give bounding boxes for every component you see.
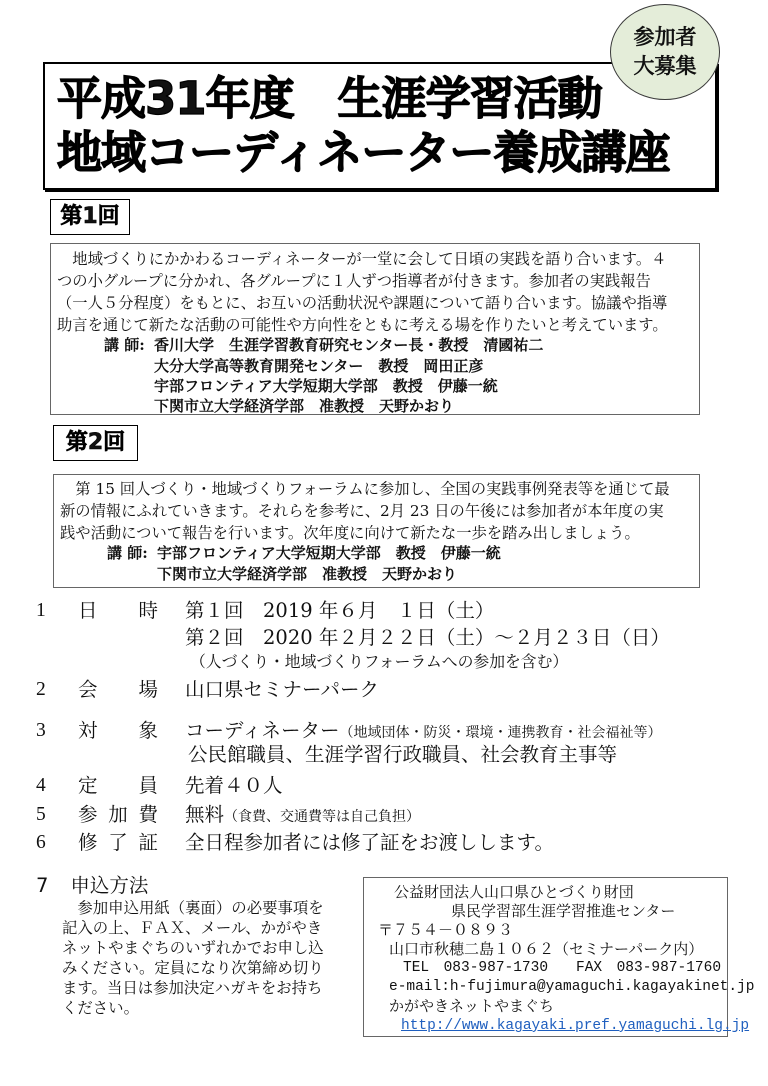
label-char: 証 bbox=[138, 831, 158, 854]
lecturer-label: 講 師: bbox=[107, 544, 148, 562]
session-1-text-line: つの小グループに分かれ、各グループに１人ずつ指導者が付きます。参加者の実践報告 bbox=[57, 272, 651, 290]
apply-text-line: ください。 bbox=[62, 999, 139, 1017]
item-number: 3 bbox=[36, 720, 46, 741]
contact-box bbox=[363, 877, 755, 1037]
lecturer-name: 香川大学 生涯学習教育研究センター長・教授 清國祐二 bbox=[154, 336, 544, 354]
item-label bbox=[78, 677, 158, 703]
detail-row-datetime bbox=[0, 598, 768, 624]
fee-main: 無料 bbox=[185, 803, 225, 826]
lecturer-label: 講 師: bbox=[104, 336, 145, 354]
session-2-box bbox=[53, 474, 700, 588]
item-number: 4 bbox=[36, 775, 46, 796]
label-char: 修 bbox=[78, 831, 98, 854]
apply-text-line: 記入の上、ＦＡＸ、メール、かがやき bbox=[62, 919, 323, 937]
item-value bbox=[185, 802, 420, 830]
detail-row-fee bbox=[0, 802, 768, 828]
apply-text-line: ネットやまぐちのいずれかでお申し込 bbox=[62, 939, 324, 957]
badge-line-2: 大募集 bbox=[633, 54, 697, 78]
label-char: 費 bbox=[138, 803, 158, 826]
item-label bbox=[78, 830, 158, 856]
label-char: 了 bbox=[108, 831, 128, 854]
item-value: 全日程参加者には修了証をお渡しします。 bbox=[185, 831, 554, 854]
session-1-label: 第1回 bbox=[50, 199, 130, 235]
label-char: 日 bbox=[78, 599, 98, 622]
label-char: 定 bbox=[78, 774, 98, 797]
item-label bbox=[78, 773, 158, 799]
item-number: 1 bbox=[36, 600, 46, 621]
website-link[interactable]: http://www.kagayaki.pref.yamaguchi.lg.jp bbox=[401, 1018, 750, 1034]
label-char: 場 bbox=[138, 678, 158, 701]
contact-org: 公益財団法人山口県ひとづくり財団 bbox=[394, 883, 634, 901]
session-2-text-line: 践や活動について報告を行います。次年度に向けて新たな一歩を踏み出しましょう。 bbox=[60, 524, 640, 542]
datetime-session-2: 第２回 2020 年２月２２日（土）～２月２３日（日） bbox=[185, 626, 670, 649]
item-value: 第１回 2019 年６月 １日（土） bbox=[185, 599, 495, 622]
contact-fax: FAX 083-987-1760 bbox=[576, 960, 722, 976]
contact-tel: TEL 083-987-1730 bbox=[403, 960, 549, 976]
item-label bbox=[78, 718, 158, 744]
session-2-text-line: 新の情報にふれていきます。それらを参考に、2月 23 日の午後には参加者が本年度の実 bbox=[60, 502, 664, 520]
detail-row-venue bbox=[0, 677, 768, 703]
session-2-label: 第2回 bbox=[53, 425, 138, 461]
contact-dept: 県民学習部生涯学習推進センター bbox=[451, 902, 676, 920]
badge-line-1: 参加者 bbox=[633, 25, 697, 49]
label-char: 員 bbox=[138, 774, 158, 797]
session-1-text-line: 地域づくりにかかわるコーディネーターが一堂に会して日頃の実践を語り合います。４ bbox=[57, 250, 667, 268]
apply-heading bbox=[36, 873, 148, 899]
label-char: 時 bbox=[138, 599, 158, 622]
datetime-note: （人づくり・地域づくりフォーラムへの参加を含む） bbox=[190, 652, 569, 671]
item-number: 2 bbox=[36, 679, 46, 700]
target-line-2: 公民館職員、生涯学習行政職員、社会教育主事等 bbox=[188, 743, 618, 766]
detail-row-target bbox=[0, 718, 768, 744]
recruiting-badge bbox=[610, 4, 720, 100]
session-1-text-line: （一人５分程度）をもとに、お互いの活動状況や課題について語り合います。協議や指導 bbox=[57, 294, 668, 312]
label-char: 会 bbox=[78, 678, 98, 701]
contact-address: 山口市秋穂二島１０６２（セミナーパーク内） bbox=[389, 940, 704, 958]
label-char: 加 bbox=[108, 803, 128, 826]
item-number: 7 bbox=[36, 874, 49, 897]
page-title-line-1: 平成31年度 生涯学習活動 bbox=[57, 72, 602, 125]
contact-postal: 〒７５４－０８９３ bbox=[378, 921, 514, 939]
lecturer-name: 宇部フロンティア大学短期大学部 教授 伊藤一統 bbox=[154, 377, 498, 395]
target-note: （地域団体・防災・環境・連携教育・社会福祉等） bbox=[339, 725, 662, 741]
contact-site-name: かがやきネットやまぐち bbox=[389, 997, 555, 1015]
fee-note: （食費、交通費等は自己負担） bbox=[224, 809, 421, 825]
item-label bbox=[78, 802, 158, 828]
session-2-text-line: 第 15 回人づくり・地域づくりフォーラムに参加し、全国の実践事例発表等を通じて最 bbox=[60, 480, 670, 498]
contact-email[interactable]: e-mail:h-fujimura@yamaguchi.kagayakinet.jp bbox=[389, 979, 755, 995]
label-char: 象 bbox=[138, 719, 158, 742]
lecturer-name: 宇部フロンティア大学短期大学部 教授 伊藤一統 bbox=[157, 544, 501, 562]
page-title-line-2: 地域コーディネーター養成講座 bbox=[57, 126, 670, 179]
item-number: 6 bbox=[36, 832, 46, 853]
item-value: 山口県セミナーパーク bbox=[185, 678, 380, 701]
session-1-box bbox=[50, 243, 700, 415]
item-label bbox=[78, 598, 158, 624]
label-char: 参 bbox=[78, 803, 98, 826]
detail-row-certificate bbox=[0, 830, 768, 856]
detail-row-capacity bbox=[0, 773, 768, 799]
label-char: 対 bbox=[78, 719, 98, 742]
item-number: 5 bbox=[36, 804, 46, 825]
target-main: コーディネーター bbox=[185, 719, 340, 742]
title-box bbox=[43, 62, 717, 190]
lecturer-name: 下関市立大学経済学部 准教授 天野かおり bbox=[154, 397, 455, 415]
session-1-text-line: 助言を通じて新たな活動の可能性や方向性をともに考える場を作りたいと考えています。 bbox=[57, 316, 668, 334]
apply-title: 申込方法 bbox=[70, 874, 149, 897]
apply-text-line: 参加申込用紙（裏面）の必要事項を bbox=[62, 899, 324, 917]
apply-text-line: みください。定員になり次第締め切り bbox=[62, 959, 324, 977]
lecturer-name: 下関市立大学経済学部 准教授 天野かおり bbox=[157, 565, 458, 583]
item-value: 先着４０人 bbox=[185, 774, 283, 797]
apply-text-line: ます。当日は参加決定ハガキをお持ち bbox=[62, 979, 323, 997]
lecturer-name: 大分大学高等教育開発センター 教授 岡田正彦 bbox=[154, 357, 484, 375]
